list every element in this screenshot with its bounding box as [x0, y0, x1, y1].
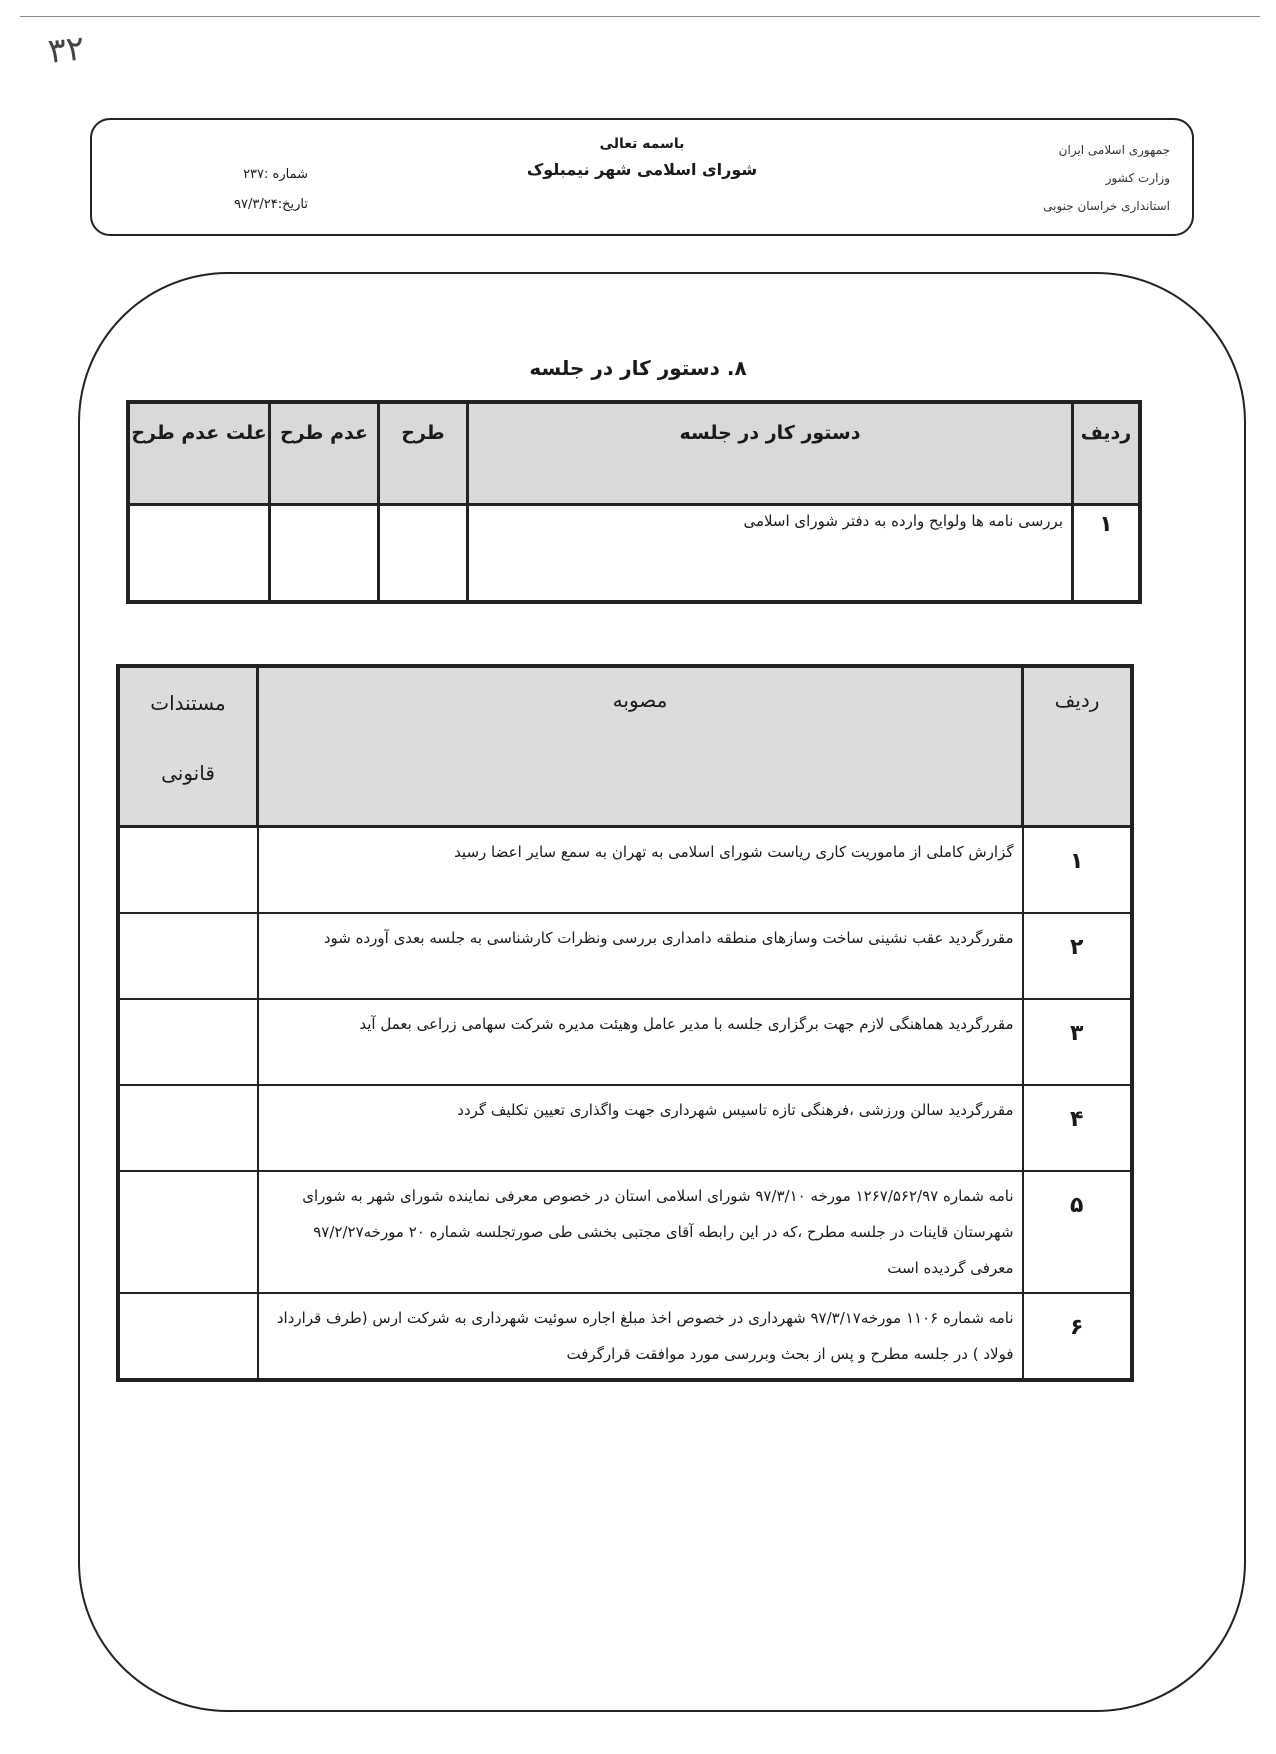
resolution-row: [118, 1293, 1132, 1380]
country-line: جمهوری اسلامی ایران: [1058, 143, 1170, 157]
resolution-text: نامه شماره ۱۲۶۷/۵۶۲/۹۷ مورخه ۹۷/۳/۱۰ شورای اسلامی استان در خصوص معرفی نماینده شورای شهر به شورای شهرستان قاینات در جلسه مطرح ،که در این رابطه آقای مجتبی بخشی طی صورتجلسه شماره ۲۰ مورخه۹۷/۲/۲۷ معرفی گردیده است: [258, 1171, 1023, 1293]
reference-block: [128, 160, 308, 220]
agenda-header-row: [128, 402, 1140, 505]
resolution-number: ۶: [1023, 1293, 1133, 1380]
resolution-legal: [118, 999, 258, 1085]
col-legal-basis: مستندات قانونی: [118, 666, 258, 827]
resolution-legal: [118, 913, 258, 999]
col-proposed: طرح: [379, 402, 468, 505]
page-number: ۳۲: [46, 28, 87, 72]
province-line: استانداری خراسان جنوبی: [1043, 199, 1170, 213]
letterhead: [90, 118, 1194, 236]
col-row-number: ردیف: [1023, 666, 1133, 827]
agenda-table: [126, 400, 1142, 604]
resolution-number: ۴: [1023, 1085, 1133, 1171]
resolution-row: [118, 1085, 1132, 1171]
agenda-row-proposed: [379, 505, 468, 603]
col-row-number: ردیف: [1073, 402, 1141, 505]
resolution-text: مقررگردید سالن ورزشی ،فرهنگی تازه تاسیس شهرداری جهت واگذاری تعیین تکلیف گردد: [258, 1085, 1023, 1171]
resolution-number: ۵: [1023, 1171, 1133, 1293]
col-agenda-item: دستور کار در جلسه: [468, 402, 1073, 505]
resolutions-table: [116, 664, 1134, 1382]
agenda-row-item: بررسی نامه ها ولوایح وارده به دفتر شورای اسلامی: [468, 505, 1073, 603]
top-rule: [20, 16, 1260, 17]
ministry-line: وزارت کشور: [1105, 171, 1170, 185]
resolution-text: گزارش کاملی از ماموریت کاری ریاست شورای اسلامی به تهران به سمع سایر اعضا رسید: [258, 827, 1023, 914]
agenda-row: [128, 505, 1140, 603]
agenda-section-title: ۸. دستور کار در جلسه: [529, 356, 747, 380]
agenda-row-not-proposed: [270, 505, 379, 603]
agenda-row-reason: [128, 505, 270, 603]
resolution-text: مقررگردید هماهنگی لازم جهت برگزاری جلسه با مدیر عامل وهیئت مدیره شرکت سهامی زراعی بعمل آید: [258, 999, 1023, 1085]
letter-number: شماره :۲۳۷: [243, 167, 308, 182]
resolution-number: ۳: [1023, 999, 1133, 1085]
resolution-legal: [118, 1085, 258, 1171]
resolution-legal: [118, 827, 258, 914]
resolution-legal: [118, 1293, 258, 1380]
resolution-number: ۱: [1023, 827, 1133, 914]
resolutions-header-row: [118, 666, 1132, 827]
resolution-legal: [118, 1171, 258, 1293]
resolution-text: مقررگردید عقب نشینی ساخت وسازهای منطقه دامداری بررسی ونظرات کارشناسی به جلسه بعدی آورده شود: [258, 913, 1023, 999]
resolution-row: [118, 827, 1132, 914]
agenda-row-number: ۱: [1073, 505, 1141, 603]
letter-date: تاریخ:۹۷/۳/۲۴: [234, 197, 308, 212]
resolution-row: [118, 999, 1132, 1085]
resolution-row: [118, 913, 1132, 999]
council-name: شورای اسلامی شهر نیمبلوک: [526, 160, 758, 179]
resolution-text: نامه شماره ۱۱۰۶ مورخه۹۷/۳/۱۷ شهرداری در خصوص اخذ مبلغ اجاره سوئیت شهرداری به شرکت ارس (طرف قرارداد فولاد ) در جلسه مطرح و پس از بحث وبررسی مورد موافقت قرارگرفت: [258, 1293, 1023, 1380]
basmala: باسمه تعالی: [599, 136, 685, 152]
col-resolution: مصوبه: [258, 666, 1023, 827]
col-not-proposed-reason: علت عدم طرح: [128, 402, 270, 505]
resolution-row: [118, 1171, 1132, 1293]
resolution-number: ۲: [1023, 913, 1133, 999]
col-not-proposed: عدم طرح: [270, 402, 379, 505]
